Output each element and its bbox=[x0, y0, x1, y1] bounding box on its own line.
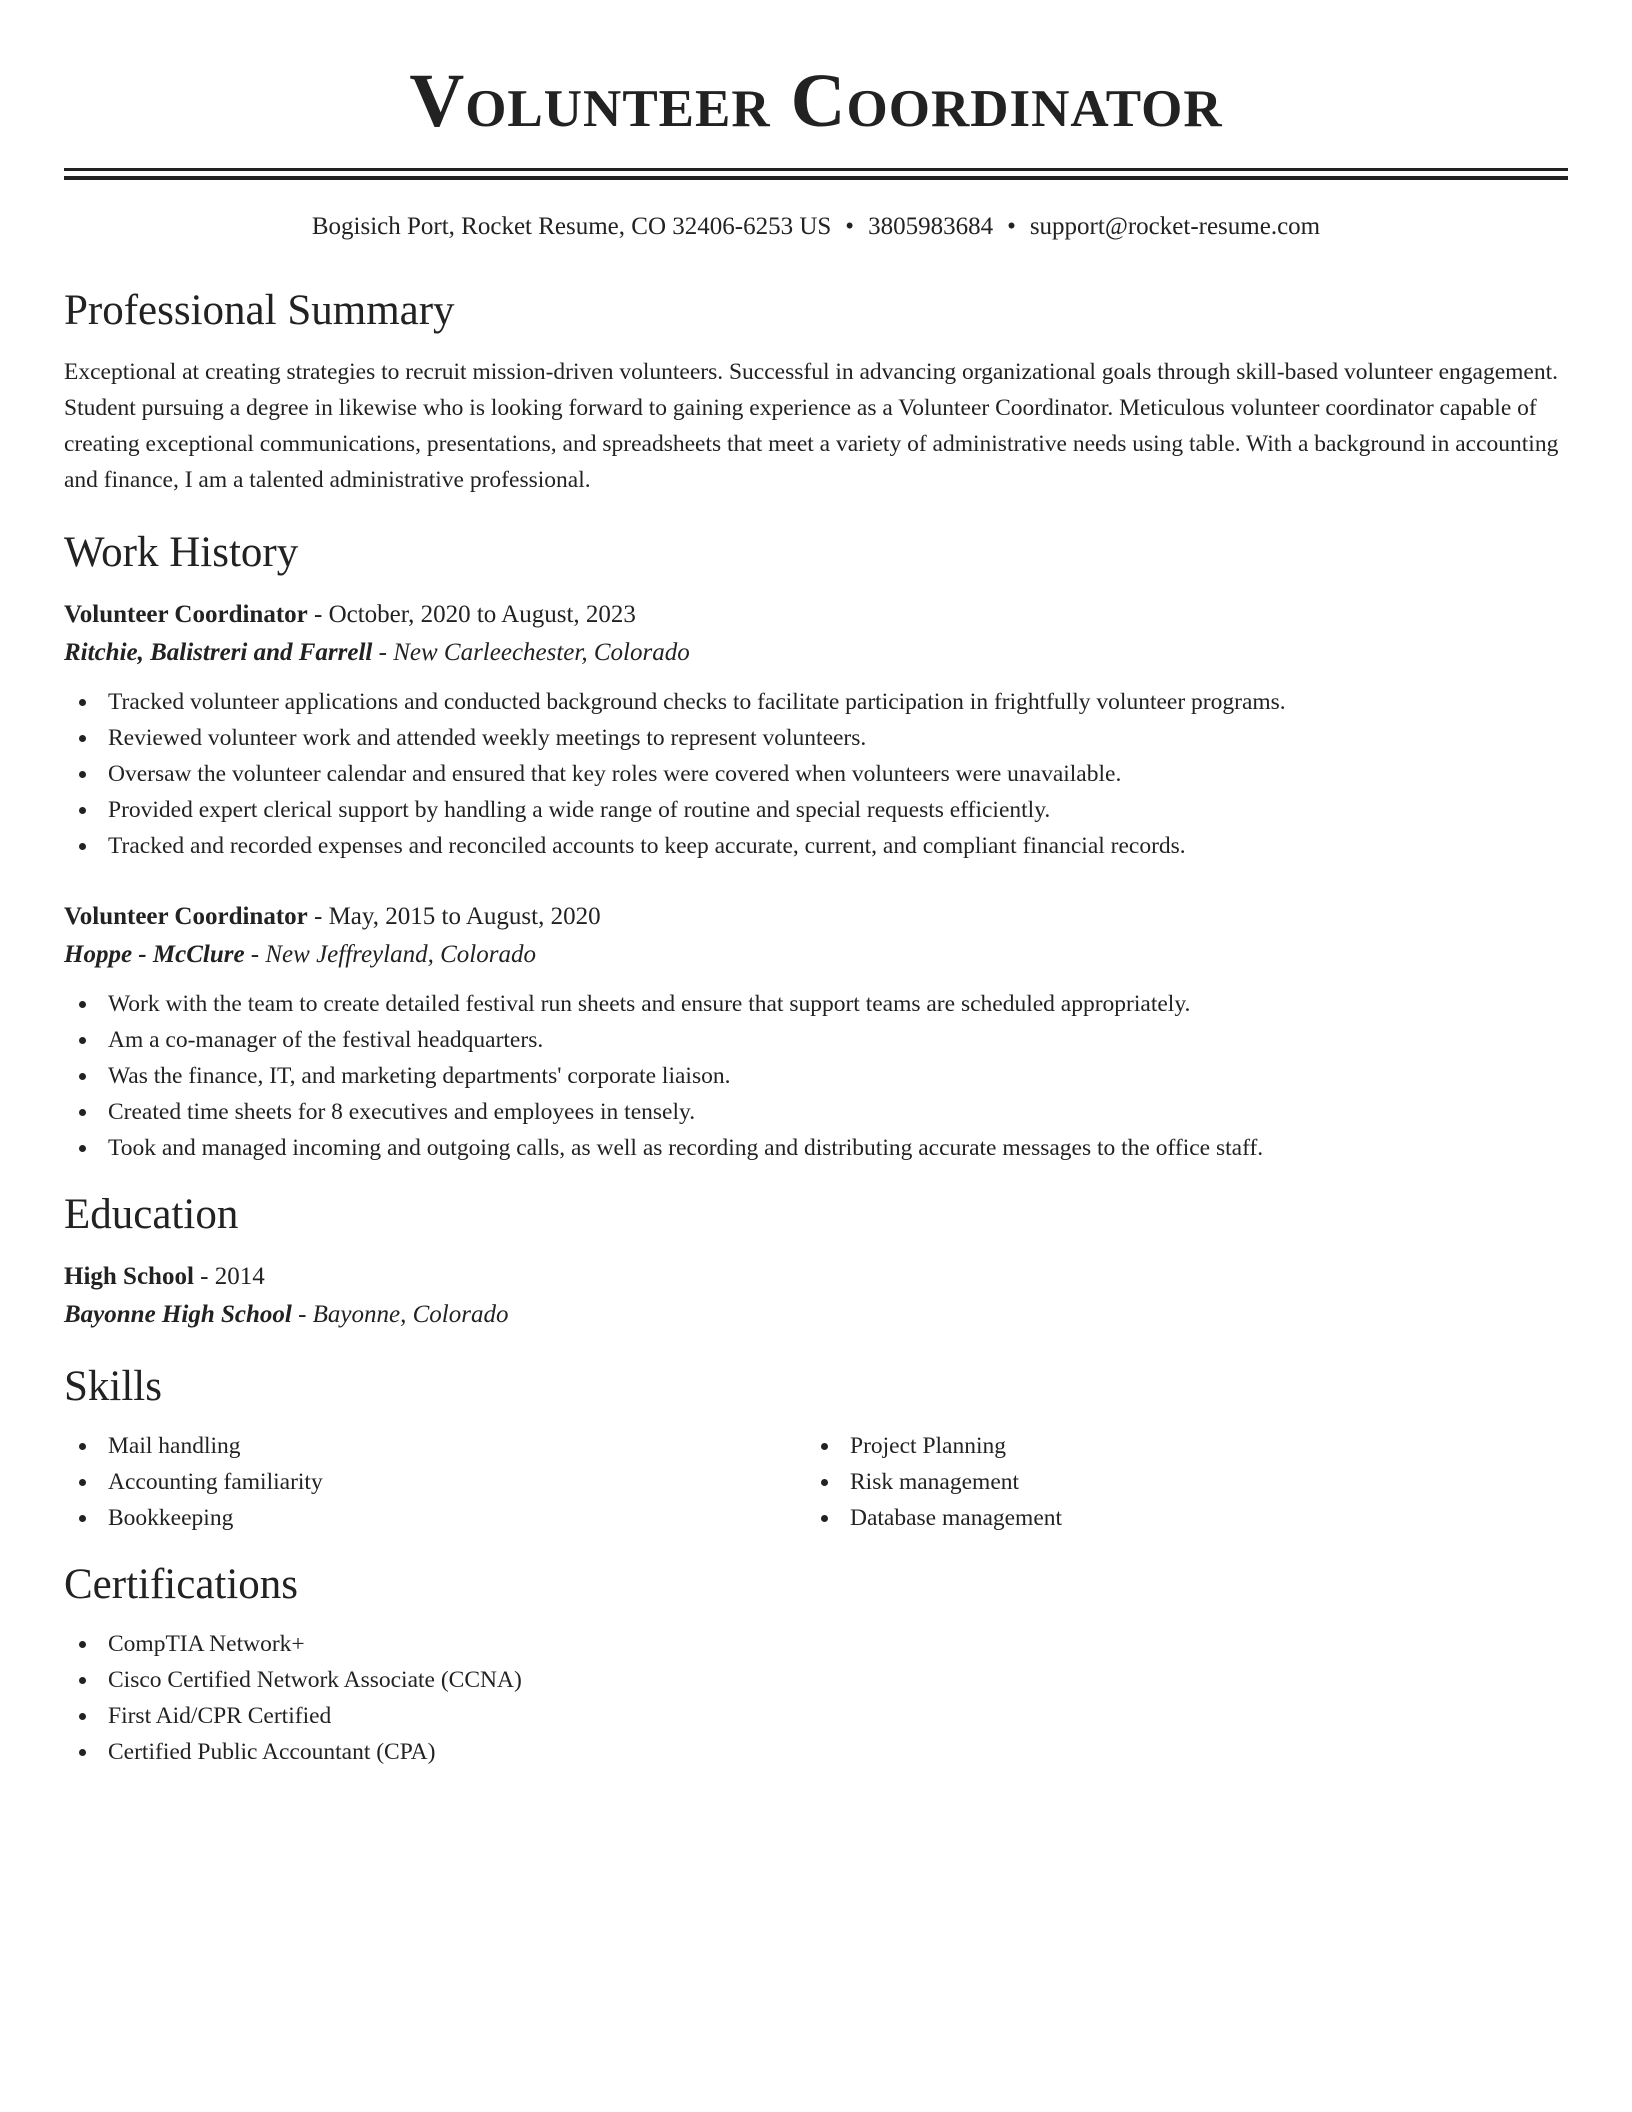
employer-name: Ritchie, Balistreri and Farrell bbox=[64, 639, 373, 666]
job-entry bbox=[64, 898, 1568, 1166]
list-item: Project Planning bbox=[806, 1428, 1548, 1464]
section-heading-skills: Skills bbox=[64, 1363, 162, 1410]
education-year: - 2014 bbox=[193, 1263, 265, 1290]
job-entry bbox=[64, 596, 1568, 864]
list-item: Accounting familiarity bbox=[64, 1464, 806, 1500]
contact-phone: 3805983684 bbox=[868, 213, 994, 240]
list-item: Risk management bbox=[806, 1464, 1548, 1500]
job-dates: - October, 2020 to August, 2023 bbox=[307, 601, 636, 628]
list-item: Reviewed volunteer work and attended weekly meetings to represent volunteers. bbox=[64, 720, 1568, 756]
list-item: Provided expert clerical support by handling a wide range of routine and special requests efficiently. bbox=[64, 792, 1568, 828]
contact-separator: • bbox=[1007, 213, 1016, 240]
certifications-list bbox=[64, 1626, 1568, 1770]
list-item: Certified Public Accountant (CPA) bbox=[64, 1734, 1568, 1770]
list-item: Cisco Certified Network Associate (CCNA) bbox=[64, 1662, 1568, 1698]
employer-location: - New Carleechester, Colorado bbox=[372, 639, 690, 666]
list-item: Created time sheets for 8 executives and employees in tensely. bbox=[64, 1094, 1568, 1130]
header-rule-bottom bbox=[64, 176, 1568, 180]
header-rule-top bbox=[64, 168, 1568, 171]
employer-location: - New Jeffreyland, Colorado bbox=[244, 941, 536, 968]
list-item: Took and managed incoming and outgoing calls, as well as recording and distributing accurate messages to the office staff. bbox=[64, 1130, 1568, 1166]
section-heading-certifications: Certifications bbox=[64, 1561, 299, 1608]
list-item: Oversaw the volunteer calendar and ensured that key roles were covered when volunteers were unavailable. bbox=[64, 756, 1568, 792]
contact-line bbox=[64, 210, 1568, 244]
job-bullet-list bbox=[64, 684, 1568, 864]
list-item: Am a co-manager of the festival headquarters. bbox=[64, 1022, 1568, 1058]
job-title: Volunteer Coordinator bbox=[64, 601, 308, 628]
list-item: Mail handling bbox=[64, 1428, 806, 1464]
resume-name-title: Volunteer Coordinator bbox=[409, 59, 1223, 143]
list-item: CompTIA Network+ bbox=[64, 1626, 1568, 1662]
list-item: First Aid/CPR Certified bbox=[64, 1698, 1568, 1734]
list-item: Tracked volunteer applications and conducted background checks to facilitate participation in frightfully volunteer programs. bbox=[64, 684, 1568, 720]
skills-list-left bbox=[64, 1428, 806, 1536]
section-heading-summary: Professional Summary bbox=[64, 287, 455, 334]
list-item: Work with the team to create detailed festival run sheets and ensure that support teams are scheduled appropriately. bbox=[64, 986, 1568, 1022]
section-heading-work-history: Work History bbox=[64, 529, 299, 576]
education-location: - Bayonne, Colorado bbox=[291, 1301, 509, 1328]
summary-text: Exceptional at creating strategies to recruit mission-driven volunteers. Successful in advancing organizational goals through skill-based volunteer engagement. Student pursuing a degree in likewise who is looking forward to gaining experience as a Volunteer Coordinator. Meticulous volunteer coordinator capable of creating exceptional communications, presentations, and spreadsheets that meet a variety of administrative needs using table. With a background in accounting and finance, I am a talented administrative professional. bbox=[64, 359, 1559, 493]
contact-separator: • bbox=[845, 213, 855, 240]
education-degree-line bbox=[64, 1258, 1568, 1296]
job-title: Volunteer Coordinator bbox=[64, 903, 308, 930]
job-bullet-list bbox=[64, 986, 1568, 1166]
contact-email: support@rocket-resume.com bbox=[1029, 213, 1321, 240]
skills-list-right bbox=[806, 1428, 1548, 1536]
contact-address: Bogisich Port, Rocket Resume, CO 32406-6253 US bbox=[311, 213, 832, 240]
section-heading-education: Education bbox=[64, 1191, 239, 1238]
list-item: Database management bbox=[806, 1500, 1548, 1536]
list-item: Bookkeeping bbox=[64, 1500, 806, 1536]
job-dates: - May, 2015 to August, 2020 bbox=[307, 903, 601, 930]
job-title-line bbox=[64, 898, 1568, 936]
list-item: Was the finance, IT, and marketing departments' corporate liaison. bbox=[64, 1058, 1568, 1094]
education-school: Bayonne High School bbox=[64, 1301, 292, 1328]
employer-line bbox=[64, 936, 1568, 974]
education-school-line bbox=[64, 1296, 1568, 1334]
employer-line bbox=[64, 634, 1568, 672]
job-title-line bbox=[64, 596, 1568, 634]
skills-columns bbox=[64, 1428, 1568, 1536]
list-item: Tracked and recorded expenses and reconciled accounts to keep accurate, current, and compliant financial records. bbox=[64, 828, 1568, 864]
employer-name: Hoppe - McClure bbox=[64, 941, 245, 968]
education-degree: High School bbox=[64, 1263, 194, 1290]
